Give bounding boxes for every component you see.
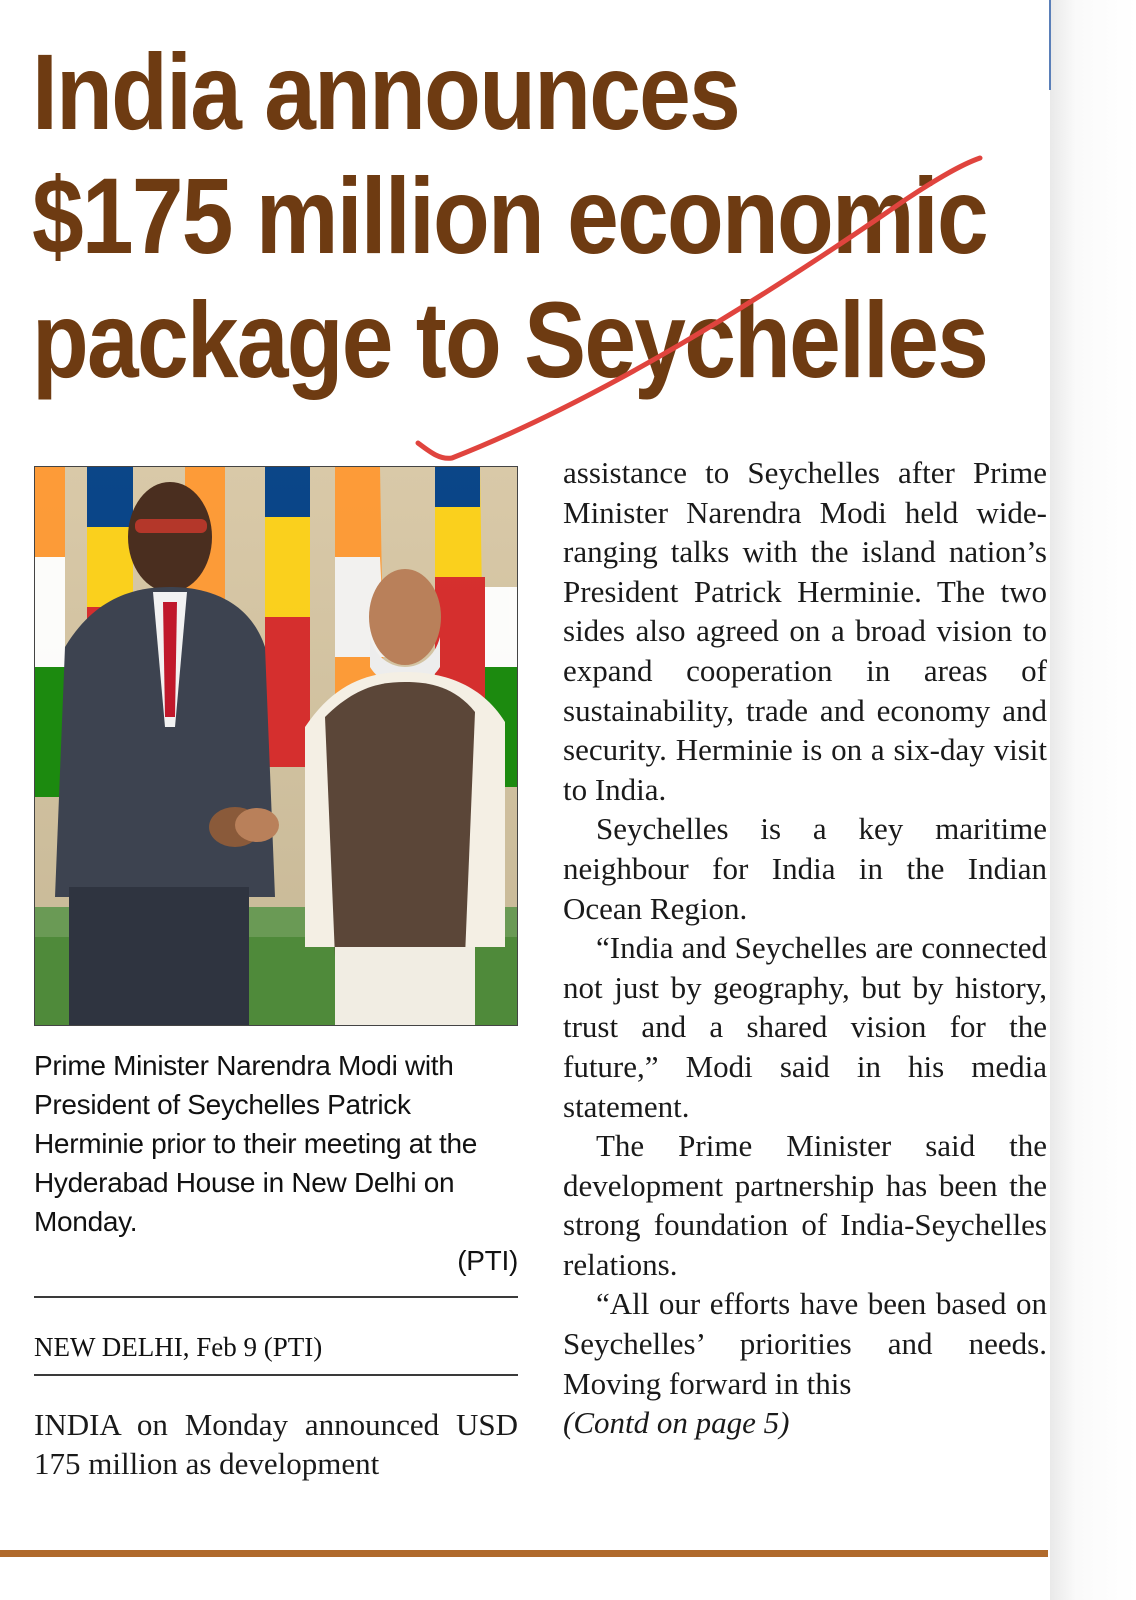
photo-handshake-icon (35, 467, 517, 1025)
headline-line-1: India announces (32, 31, 740, 152)
dateline-divider (34, 1374, 518, 1376)
dateline: NEW DELHI, Feb 9 (PTI) (34, 1332, 323, 1362)
headline (32, 30, 988, 402)
article-paragraph: assistance to Seychelles after Prime Minister Narendra Modi held wide-ranging talks with the island nation’s President Patrick Herminie. The two sides also agreed on a broad vision to expand cooperation in areas of sustainability, trade and economy and security. Herminie is on a six-day visit to India. (563, 455, 1047, 807)
continued-note: (Contd on page 5) (563, 1405, 790, 1441)
photo-credit: (PTI) (457, 1245, 518, 1276)
lead-paragraph: INDIA on Monday announced USD 175 million as development (34, 1407, 518, 1481)
headline-line-2: $175 million economic (32, 155, 987, 276)
page-edge-line (1049, 0, 1051, 90)
article-column (563, 453, 1047, 1443)
article-paragraph: The Prime Minister said the development partnership has been the strong foundation of India-Seychelles relations. (563, 1128, 1047, 1282)
caption-divider (34, 1296, 518, 1298)
headline-line-3: package to Seychelles (32, 279, 988, 400)
news-photo (34, 466, 518, 1026)
caption-text: Prime Minister Narendra Modi with President of Seychelles Patrick Herminie prior to their meeting at the Hyderabad House in New Delhi on Monday. (34, 1050, 478, 1237)
page-edge (1050, 0, 1136, 1600)
photo-caption (34, 1046, 518, 1280)
article-paragraph: “India and Seychelles are connected not just by geography, but by history, trust and a shared vision for the future,” Modi said in his media statement. (563, 930, 1047, 1124)
bottom-rule (0, 1550, 1048, 1557)
article-paragraph: Seychelles is a key maritime neighbour for India in the Indian Ocean Region. (563, 811, 1047, 926)
article-paragraph: “All our efforts have been based on Seychelles’ priorities and needs. Moving forward in this (563, 1286, 1047, 1401)
